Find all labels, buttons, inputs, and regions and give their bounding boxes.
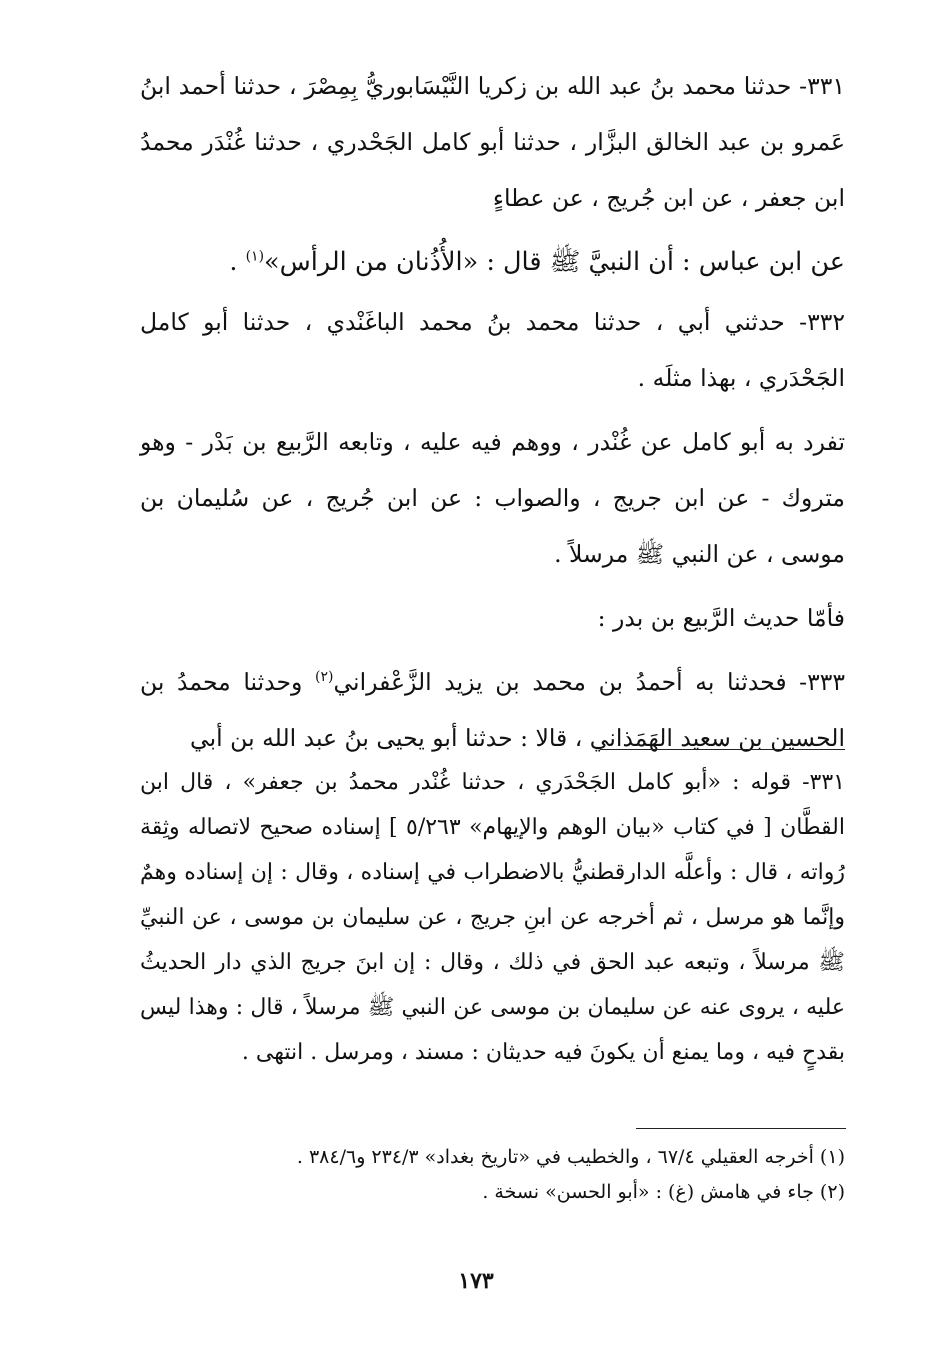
hadith-333-part-b: وحدثنا محمدُ بن الحسين بن سعيد الهَمَذاني ، قالا : حدثنا أبو يحيى بنُ عبد الله بن أبي: [140, 668, 845, 752]
matn-end: .: [229, 247, 246, 277]
amma-heading: فأمّا حديث الرَّبيع بن بدر :: [597, 604, 845, 632]
footnote-2: (٢) جاء في هامش (غ) : «أبو الحسن» نسخة .: [482, 1181, 845, 1203]
footnote-1: (١) أخرجه العقيلي ٦٧/٤ ، والخطيب في «تاريخ بغداد» ٢٣٤/٣ و٣٨٤/٦ .: [296, 1146, 845, 1168]
footnote-divider: [636, 1128, 846, 1129]
commentary-331: ٣٣١- قوله : «أبو كامل الجَحْدَري ، حدثنا غُنْدر محمدُ بن جعفر» ، قال ابن القطَّان [ في كتاب «بيان الوهم والإيهام» ٥/٢٦٣ ] إسناده صحيح لاتصاله وثِقة رُواته ، قال : وأعلَّه الدارقطنيُّ بالاضطراب في إسناده ، وقال : إن إسناده وهمٌ وإنَّما هو مرسل ، ثم أخرجه عن ابنِ جريج ، عن سليمان بن موسى ، عن النبيِّ ﷺ مرسلاً ، وتبعه عبد الحق في ذلك ، وقال : إن ابنَ جريج الذي دار الحديثُ عليه ، يروى عنه عن سليمان بن موسى عن النبي ﷺ مرسلاً ، قال : وهذا ليس بقدحٍ فيه ، وما يمنع أن يكونَ فيه حديثان : مسند ، ومرسل . انتهى .: [140, 770, 845, 1065]
hadith-matn: [140, 234, 845, 290]
footnote-ref-1: (١): [245, 248, 265, 265]
main-text: [140, 58, 845, 766]
footnote-ref-2: (٢): [314, 669, 334, 686]
matn-text: عن ابن عباس : أن النبيَّ ﷺ قال : «الأُذُنان من الرأس»: [264, 247, 845, 277]
footnotes: [140, 1140, 845, 1210]
commentary-divider: [600, 749, 845, 750]
hadith-332: ٣٣٢- حدثني أبي ، حدثنا محمد بنُ محمد الباغَنْدي ، حدثنا أبو كامل الجَحْدَري ، بهذا مثلَه .: [140, 308, 845, 392]
hadith-333-part-a: ٣٣٣- فحدثنا به أحمدُ بن محمد بن يزيد الزَّعْفراني: [333, 668, 845, 696]
tafarrud-note: تفرد به أبو كامل عن غُنْدر ، ووهم فيه عليه ، وتابعه الرَّبيع بن بَدْر - وهو متروك - عن ابن جريج ، والصواب : عن ابن جُريج ، عن سُليمان بن موسى ، عن النبي ﷺ مرسلاً .: [140, 428, 845, 568]
page-number: ١٧٣: [458, 1268, 494, 1294]
hadith-331: ٣٣١- حدثنا محمد بنُ عبد الله بن زكريا النَّيْسَابوريُّ بِمِصْرَ ، حدثنا أحمد ابنُ عَمرو بن عبد الخالق البزَّار ، حدثنا أبو كامل الجَحْدري ، حدثنا غُنْدَر محمدُ ابن جعفر ، عن ابن جُريج ، عن عطاءٍ: [140, 72, 845, 212]
commentary: [140, 760, 845, 1075]
